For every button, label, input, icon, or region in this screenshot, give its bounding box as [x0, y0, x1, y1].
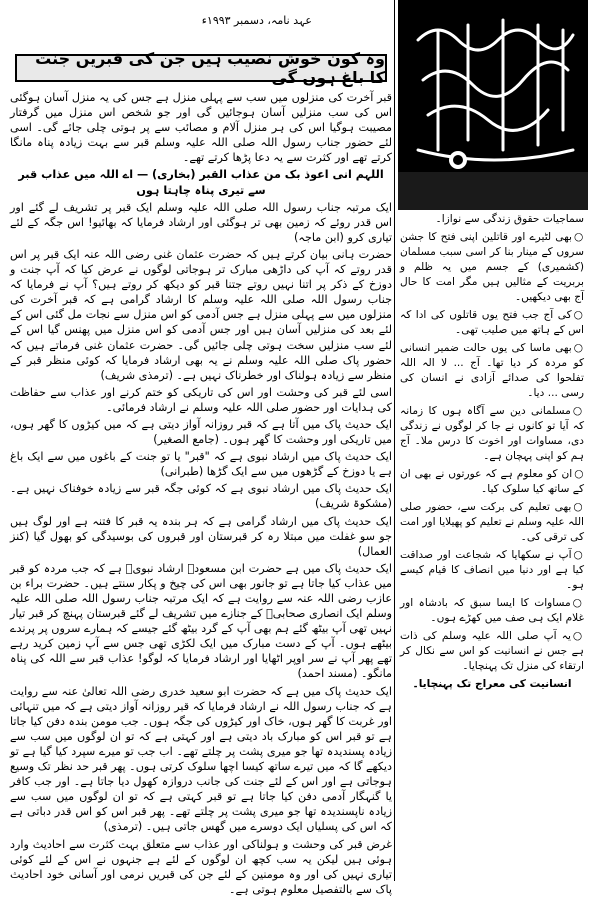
issue-line: عہد نامہ، دسمبر ۱۹۹۳ء: [201, 14, 312, 27]
article-body: [10, 90, 392, 896]
sidebar-item: ○ بھی ماسا کی یوں حالت ضمیر انسانی کو مردہ کر دیا تھا۔ آج ... لا الہ اللہ تفلحوا کی صدائے آزادی نے انسان کی رسی ... دیا۔: [400, 341, 584, 401]
sidebar-item: ○ مساوات کا ایسا سبق کہ بادشاہ اور غلام ایک ہی صف میں کھڑے ہوں۔: [400, 596, 584, 626]
column-divider: [394, 0, 395, 881]
calligraphy-panel: [398, 0, 588, 210]
sidebar-column: [400, 212, 584, 877]
article-title: وہ کون خوش نصیب ہیں جن کی قبریں جنت کا باغ ہوں گی: [15, 54, 387, 82]
paragraph: ایک حدیث پاک میں ارشاد نبوی ہے کہ "قبر" یا تو جنت کے باغوں میں سے ایک باغ ہے یا دوزخ کے گڑھوں میں سے ایک گڑھا (طبرانی): [10, 450, 392, 479]
paragraph: ایک حدیث پاک میں ہے کہ حضرت ابو سعید خدری رضی اللہ تعالیٰ عنہ سے روایت ہے کہ جناب رسول اللہ نے ارشاد فرمایا کہ قبر روزانہ آواز دیتی ہے کہ میں تنہائی اور غربت کا گھر ہوں، خاک اور کیڑوں کی جگہ ہوں۔ جب مومن بندہ دفن کیا جاتا ہے تو قبر اس کو مبارک باد دیتی ہے اور کہتی ہے کہ تو ان لوگوں میں سب سے زیادہ پسندیدہ تھا جو میری پشت پر چلتے تھے۔ اب جب تو میرے سپرد کیا گیا ہے تو دیکھے گا کہ میں تیرے ساتھ کیسا اچھا سلوک کرتی ہوں۔ پھر قبر حد نظر تک وسیع ہوجاتی ہے اور اس کے لئے جنت کی جانب دروازہ کھول دیا جاتا ہے۔ اور جب کافر یا گنہگار آدمی دفن کیا جاتا ہے تو قبر کہتی ہے کہ تو ان لوگوں میں سب سے زیادہ ناپسندیدہ تھا جو میری پشت پر چلتے تھے۔ پھر قبر اس کو اس قدر دباتی ہے کہ اس کی پسلیاں ایک دوسرے میں گھس جاتی ہیں۔ (ترمذی): [10, 684, 392, 834]
sidebar-closing: انسانیت کی معراج تک پہنچایا۔: [412, 678, 572, 690]
paragraph: ایک حدیث پاک میں ارشاد نبوی ہے کہ کوئی جگہ قبر سے زیادہ خوفناک نہیں ہے۔ (مشکوۃ شریف): [10, 482, 392, 511]
sidebar-item: ○ ان کو معلوم ہے کہ عورتوں نے بھی ان کے ساتھ کیا سلوک کیا۔: [400, 467, 584, 497]
sidebar-item: ○ مسلمانی دین سے آگاہ ہوں کا زمانہ کہ آیا تو کانوں نے جا کر لوگوں نے زندگی دی، مساوات اور اخوت کا درس ملا۔ آج ہم کو اپنی پہچان ہے۔: [400, 404, 584, 464]
page-header: [0, 10, 392, 30]
paragraph: اسی لئے قبر کی وحشت اور اس کی تاریکی کو ختم کرنے اور عذاب سے حفاظت کی ہدایات اور حضور صلی اللہ علیہ وسلم نے ارشاد فرمائی۔: [10, 385, 392, 414]
paragraph: ایک حدیث پاک میں آتا ہے کہ قبر روزانہ آواز دیتی ہے کہ میں کیڑوں کا گھر ہوں، میں تاریکی اور وحشت کا گھر ہوں۔ (جامع الصغیر): [10, 417, 392, 447]
paragraph: حضرت ہانی بیان کرتے ہیں کہ حضرت عثمان غنی رضی اللہ عنہ ایک قبر پر اس قدر روتے کہ آپ کی داڑھی مبارک تر ہوجاتی لوگوں نے عرض کیا کہ آپ جنت و دوزخ کے ذکر پر اتنا نہیں روتے جتنا قبر کو دیکھ کر روتے ہیں؟ آپ نے فرمایا کہ جناب رسول اللہ صلی اللہ علیہ وسلم کا ارشاد گرامی ہے کہ قبر آخرت کی منزلوں میں سے پہلی منزل ہے جس آدمی کو اس منزل سے نجات مل گئی اس کے لئے بعد کی منزلیں آسان ہیں اور جس آدمی کو اس منزل میں پھنس گیا اس کے لئے سب منزلیں سخت ہوتی چلی جائیں گی۔ حضرت عثمان غنی فرماتے ہیں کہ حضور پاک صلی اللہ علیہ وسلم نے یہ بھی ارشاد فرمایا کہ کوئی منظر قبر کے منظر سے زیادہ ہولناک اور خطرناک نہیں ہے۔ (ترمذی شریف): [10, 247, 392, 382]
sidebar-item: ○ بھی لٹیرے اور قاتلین اپنی فتح کا جشن سروں کے مینار بنا کر اسی سبب مسلمان (کشمیری) کے جسم میں یہ ظلم و بربریت کے مثالیں ہیں مگر امت کا حال آج بھی دیکھیں۔: [400, 230, 584, 305]
sidebar-item: ○ کی آج جب فتح یوں قاتلوں کی ادا کہ اس کے ہاتھ میں صلیب تھی۔: [400, 308, 584, 338]
sidebar-intro: سماجیات حقوق زندگی سے نوازا۔: [435, 213, 584, 225]
paragraph: ایک حدیث پاک میں ارشاد گرامی ہے کہ ہر بندہ یہ قبر کا فتنہ ہے اور لوگ ہیں جو سو غفلت میں مبتلا رہ کر قبرستان اور قبروں کی بوسیدگی کو بھول گیا (کنز العمال): [10, 514, 392, 558]
paragraph: ایک حدیث پاک میں ہے حضرت ابن مسعودؓ ارشاد نبویؐ ہے کہ جب مردہ کو قبر میں عذاب کیا جاتا ہے تو جانور بھی اس کی چیخ و پکار سنتے ہیں۔ حضرت براء بن عازب رضی اللہ عنہ سے روایت ہے کہ ایک مرتبہ جناب رسول اللہ صلی اللہ علیہ وسلم ایک انصاری صحابیؓ کے جنازے میں تشریف لے گئے قبرستان پہنچ کر قبر تیار نہیں تھی آپ بیٹھ گئے ہم بھی آپ کے گرد بیٹھ گئے جیسے کہ ہمارے سروں پر پرندے بیٹھے ہوں۔ آپ کے دست مبارک میں ایک لکڑی تھی جس سے آپ زمین کرید رہے تھے پھر آپ نے سر اوپر اٹھایا اور ارشاد فرمایا کہ لوگو! عذاب قبر سے اللہ کی پناہ مانگو۔ (مسند احمد): [10, 561, 392, 681]
sidebar-item: ○ آپ نے سکھایا کہ شجاعت اور صداقت کیا ہے اور دنیا میں انصاف کا قیام کیسے ہو۔: [400, 548, 584, 593]
paragraph: قبر آخرت کی منزلوں میں سب سے پہلی منزل ہے جس کی یہ منزل آسان ہوگئی اس کی سب منزلیں آسان ہوجائیں گی اور جو شخص اس منزل میں گرفتار مصیبت ہوگیا اس کی ہر منزل آلام و مصائب سے پر ہوتی چلی جائے گی۔ اسی لئے حضور جناب رسول اللہ صلی اللہ علیہ وسلم قبر سے بہت زیادہ پناہ مانگا کرتے تھے اور کثرت سے یہ دعا پڑھا کرتے تھے۔: [10, 91, 392, 165]
dua-line: اللہم انی اعوذ بک من عذاب القبر (بخاری) — اے اللہ میں عذاب قبر سے تیری پناہ چاہتا ہوں: [18, 168, 384, 197]
sidebar-item: ○ بھی تعلیم کی برکت سے، حضور صلی اللہ علیہ وسلم نے تعلیم کو پھیلایا اور امت کی ترقی کی۔: [400, 500, 584, 545]
calligraphy-art: [398, 0, 588, 210]
paragraph: غرض قبر کی وحشت و ہولناکی اور عذاب سے متعلق بہت کثرت سے احادیث وارد ہوئی ہیں لیکن یہ سب کچھ ان لوگوں کے لئے ہے جنہوں نے اس کے لئے کوئی تیاری نہیں کی اور وہ مومنین کے لئے جن کی قبریں نرمی اور آسانی خود احادیث پاک سے بالتفصیل معلوم ہوتی ہے۔: [10, 837, 392, 896]
sidebar-item: ○ یہ آپ صلی اللہ علیہ وسلم کی ذات ہے جس نے انسانیت کو اس سے نکال کر ارتقاء کی منزل تک پہنچایا۔: [400, 629, 584, 674]
paragraph: ایک مرتبہ جناب رسول اللہ صلی اللہ علیہ وسلم ایک قبر پر تشریف لے گئے اور اس قدر روئے کہ زمین بھی تر ہوگئی اور ارشاد فرمایا کہ بھائیو! اس جگہ کے لئے تیاری کرو (ابن ماجہ): [10, 200, 392, 244]
